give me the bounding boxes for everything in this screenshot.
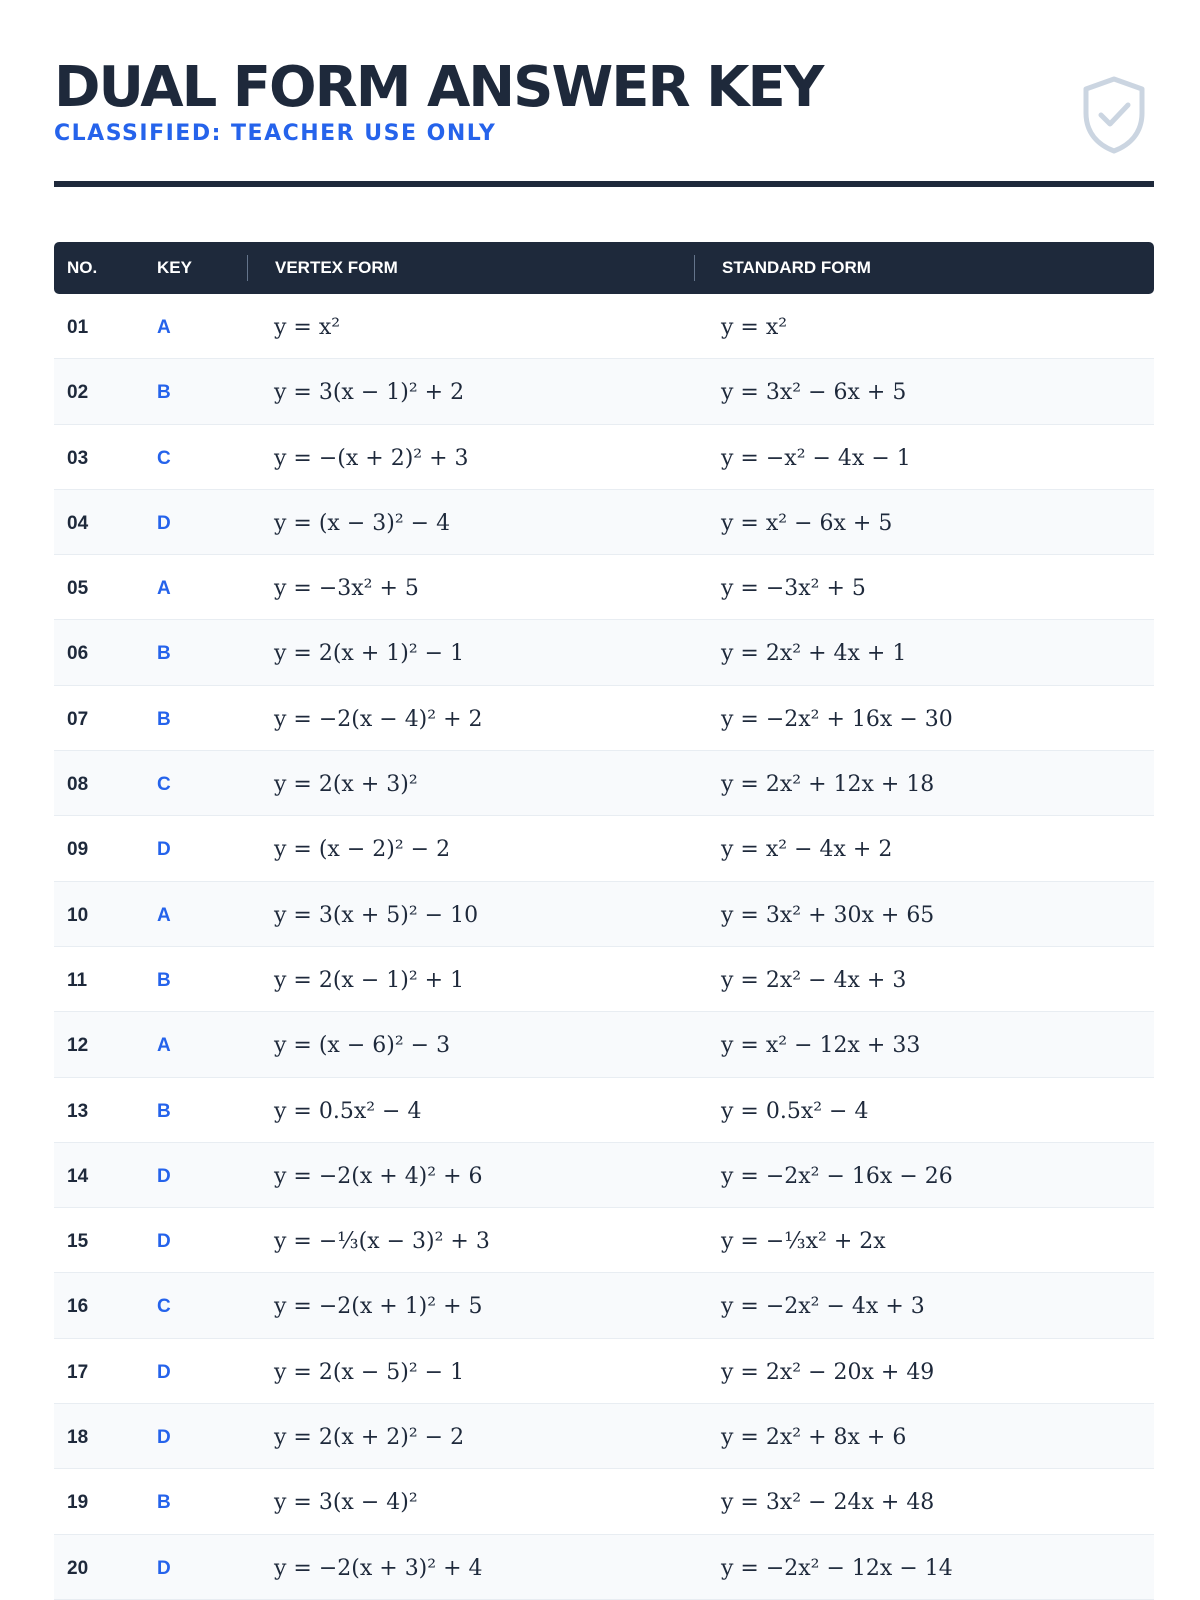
- standard-form-equation: y = −2x² + 16x − 30: [721, 706, 953, 732]
- row-number: 04: [67, 512, 89, 534]
- answer-key-table: [54, 242, 1154, 1600]
- table-row: [54, 425, 1154, 490]
- row-number: 06: [67, 643, 89, 665]
- row-number: 07: [67, 708, 89, 730]
- answer-key: B: [157, 1492, 171, 1514]
- table-row: [54, 1012, 1154, 1077]
- table-row: [54, 751, 1154, 816]
- header-divider: [54, 181, 1154, 187]
- column-header-vertex-form: VERTEX FORM: [275, 258, 398, 277]
- answer-key: B: [157, 708, 171, 730]
- vertex-form-equation: y = −3x² + 5: [274, 576, 419, 602]
- table-row: [54, 816, 1154, 881]
- answer-key: C: [157, 1296, 171, 1318]
- vertex-form-equation: y = −2(x + 3)² + 4: [274, 1555, 483, 1581]
- vertex-form-equation: y = −2(x + 4)² + 6: [274, 1163, 483, 1189]
- row-number: 08: [67, 774, 89, 796]
- vertex-form-equation: y = (x − 6)² − 3: [274, 1033, 451, 1059]
- standard-form-equation: y = 2x² + 8x + 6: [721, 1425, 907, 1451]
- table-row: [54, 686, 1154, 751]
- row-number: 01: [67, 317, 89, 338]
- page-title: DUAL FORM ANSWER KEY: [54, 55, 823, 120]
- row-number: 14: [67, 1165, 89, 1187]
- standard-form-equation: y = −2x² − 16x − 26: [721, 1163, 953, 1189]
- column-header-key: KEY: [157, 258, 192, 277]
- row-number: 03: [67, 447, 89, 469]
- table-row: [54, 1339, 1154, 1404]
- vertex-form-equation: y = 2(x + 1)² − 1: [274, 641, 465, 667]
- standard-form-equation: y = x² − 4x + 2: [721, 837, 893, 863]
- table-row: [54, 359, 1154, 424]
- answer-key: B: [157, 1100, 171, 1122]
- table-header: [54, 242, 1154, 294]
- standard-form-equation: y = −2x² − 4x + 3: [721, 1294, 925, 1320]
- column-header-standard-form: STANDARD FORM: [722, 258, 871, 277]
- table-row: [54, 490, 1154, 555]
- table-row: [54, 1273, 1154, 1338]
- column-divider: [247, 255, 248, 281]
- table-row: [54, 294, 1154, 359]
- vertex-form-equation: y = 2(x + 3)²: [274, 772, 418, 798]
- standard-form-equation: y = −x² − 4x − 1: [721, 445, 911, 471]
- standard-form-equation: y = 3x² + 30x + 65: [721, 902, 935, 928]
- column-header-no: NO.: [67, 258, 98, 277]
- answer-key: B: [157, 643, 171, 665]
- page-header: [54, 55, 1154, 155]
- table-row: [54, 555, 1154, 620]
- answer-key: B: [157, 969, 171, 991]
- standard-form-equation: y = 3x² − 6x + 5: [721, 380, 907, 406]
- answer-key: D: [157, 1361, 171, 1383]
- table-row: [54, 1404, 1154, 1469]
- row-number: 12: [67, 1035, 89, 1057]
- table-row: [54, 947, 1154, 1012]
- standard-form-equation: y = x² − 12x + 33: [721, 1033, 921, 1059]
- row-number: 15: [67, 1231, 89, 1253]
- row-number: 20: [67, 1557, 89, 1579]
- answer-key: B: [157, 382, 171, 404]
- vertex-form-equation: y = 3(x − 4)²: [274, 1490, 418, 1516]
- row-number: 05: [67, 578, 89, 600]
- table-row: [54, 1078, 1154, 1143]
- vertex-form-equation: y = (x − 2)² − 2: [274, 837, 451, 863]
- answer-key: C: [157, 447, 171, 469]
- answer-key: D: [157, 1165, 171, 1187]
- table-row: [54, 1469, 1154, 1534]
- vertex-form-equation: y = 2(x − 1)² + 1: [274, 967, 465, 993]
- vertex-form-equation: y = −(x + 2)² + 3: [274, 445, 469, 471]
- page-subtitle: CLASSIFIED: TEACHER USE ONLY: [54, 121, 497, 146]
- answer-key: A: [157, 578, 171, 600]
- answer-key: A: [157, 317, 171, 338]
- shield-check-icon: [1080, 75, 1148, 155]
- row-number: 13: [67, 1100, 89, 1122]
- answer-key: D: [157, 1557, 171, 1579]
- standard-form-equation: y = −⅓x² + 2x: [721, 1229, 886, 1255]
- vertex-form-equation: y = 0.5x² − 4: [274, 1098, 422, 1124]
- vertex-form-equation: y = 3(x − 1)² + 2: [274, 380, 465, 406]
- vertex-form-equation: y = 2(x − 5)² − 1: [274, 1359, 465, 1385]
- answer-key: D: [157, 1427, 171, 1449]
- vertex-form-equation: y = 2(x + 2)² − 2: [274, 1425, 465, 1451]
- row-number: 02: [67, 382, 89, 404]
- row-number: 16: [67, 1296, 89, 1318]
- table-body: [54, 294, 1154, 1600]
- table-row: [54, 1143, 1154, 1208]
- standard-form-equation: y = 2x² − 4x + 3: [721, 967, 907, 993]
- standard-form-equation: y = 3x² − 24x + 48: [721, 1490, 935, 1516]
- table-row: [54, 1535, 1154, 1600]
- answer-key: A: [157, 904, 171, 926]
- standard-form-equation: y = −3x² + 5: [721, 576, 866, 602]
- row-number: 10: [67, 904, 89, 926]
- row-number: 18: [67, 1427, 89, 1449]
- standard-form-equation: y = x² − 6x + 5: [721, 510, 893, 536]
- answer-key: C: [157, 774, 171, 796]
- column-divider: [694, 255, 695, 281]
- vertex-form-equation: y = 3(x + 5)² − 10: [274, 902, 479, 928]
- vertex-form-equation: y = −2(x − 4)² + 2: [274, 706, 483, 732]
- row-number: 17: [67, 1361, 89, 1383]
- row-number: 09: [67, 839, 89, 861]
- standard-form-equation: y = 2x² + 12x + 18: [721, 772, 935, 798]
- standard-form-equation: y = x²: [721, 315, 788, 340]
- answer-key: D: [157, 839, 171, 861]
- vertex-form-equation: y = −2(x + 1)² + 5: [274, 1294, 483, 1320]
- standard-form-equation: y = −2x² − 12x − 14: [721, 1555, 953, 1581]
- standard-form-equation: y = 2x² − 20x + 49: [721, 1359, 935, 1385]
- vertex-form-equation: y = −⅓(x − 3)² + 3: [274, 1229, 490, 1255]
- table-row: [54, 620, 1154, 685]
- vertex-form-equation: y = x²: [274, 315, 341, 340]
- row-number: 11: [67, 969, 88, 991]
- standard-form-equation: y = 0.5x² − 4: [721, 1098, 869, 1124]
- vertex-form-equation: y = (x − 3)² − 4: [274, 510, 451, 536]
- standard-form-equation: y = 2x² + 4x + 1: [721, 641, 907, 667]
- answer-key: D: [157, 512, 171, 534]
- answer-key: A: [157, 1035, 171, 1057]
- table-row: [54, 1208, 1154, 1273]
- table-row: [54, 882, 1154, 947]
- answer-key: D: [157, 1231, 171, 1253]
- row-number: 19: [67, 1492, 89, 1514]
